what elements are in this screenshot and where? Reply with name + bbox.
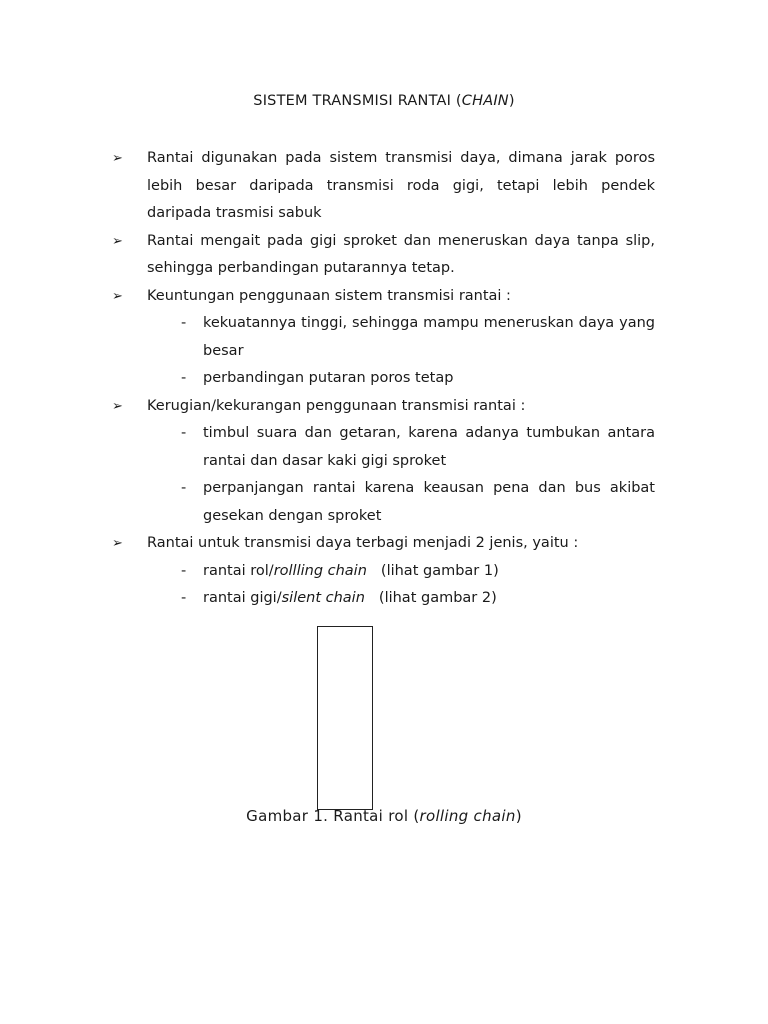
sub-item (112, 475, 655, 530)
caption-prefix: Gambar 1. Rantai rol ( (246, 807, 420, 825)
bullet-text: Kerugian/kekurangan penggunaan transmisi rantai : (147, 397, 526, 414)
sub-item (112, 310, 655, 365)
dash-marker: - (181, 480, 187, 496)
sub-item (112, 420, 655, 475)
bullet-text: Rantai untuk transmisi daya terbagi menjadi 2 jenis, yaitu : (147, 535, 579, 551)
title-italic: CHAIN (461, 93, 509, 109)
dash-marker: - (181, 370, 187, 386)
chain-type-italic: silent chain (281, 590, 365, 606)
bullet-text: Keuntungan penggunaan sistem transmisi rantai : (147, 287, 511, 304)
sub-text: kekuatannya tinggi, sehingga mampu meneruskan daya yang besar (203, 315, 655, 359)
dash-marker: - (181, 562, 187, 579)
bullet-text: Rantai digunakan pada sistem transmisi daya, dimana jarak poros lebih besar daripada transmisi roda gigi, tetapi lebih pendek daripada trasmisi sabuk (147, 150, 655, 221)
caption-italic: rolling chain (419, 807, 516, 825)
chain-type-italic: rollling chain (273, 562, 367, 579)
caption-suffix: ) (515, 807, 522, 825)
dash-marker: - (181, 425, 187, 441)
bullet-item (112, 283, 655, 311)
bullet-item (112, 393, 655, 421)
bullet-item (112, 228, 655, 283)
bullet-list (112, 145, 655, 613)
chain-type-item (112, 585, 655, 613)
sub-text: perbandingan putaran poros tetap (203, 370, 454, 386)
bullet-item (112, 530, 655, 558)
arrow-bullet-icon: ➢ (112, 536, 123, 551)
title-close: ) (508, 93, 515, 109)
arrow-bullet-icon: ➢ (112, 288, 123, 304)
arrow-bullet-icon: ➢ (112, 233, 123, 249)
arrow-bullet-icon: ➢ (112, 398, 123, 414)
bullet-text: Rantai mengait pada gigi sproket dan meneruskan daya tanpa slip, sehingga perbandingan putarannya tetap. (147, 232, 655, 276)
chain-type-item (112, 558, 655, 586)
sub-item (112, 365, 655, 393)
chain-type-prefix: rantai rol/ (203, 562, 274, 579)
title-text: SISTEM TRANSMISI RANTAI ( (253, 93, 462, 109)
figure-caption (0, 807, 768, 825)
dash-marker: - (181, 315, 187, 331)
figure-reference: (lihat gambar 1) (380, 562, 499, 579)
dash-marker: - (181, 590, 187, 606)
sub-text: perpanjangan rantai karena keausan pena dan bus akibat gesekan dengan sproket (203, 480, 655, 524)
arrow-bullet-icon: ➢ (112, 151, 123, 166)
sub-text: timbul suara dan getaran, karena adanya tumbukan antara rantai dan dasar kaki gigi sproket (203, 425, 655, 469)
chain-type-prefix: rantai gigi/ (203, 590, 282, 606)
page-title (0, 93, 768, 109)
figure-placeholder (317, 626, 373, 810)
figure-reference: (lihat gambar 2) (378, 590, 497, 606)
bullet-item (112, 145, 655, 228)
